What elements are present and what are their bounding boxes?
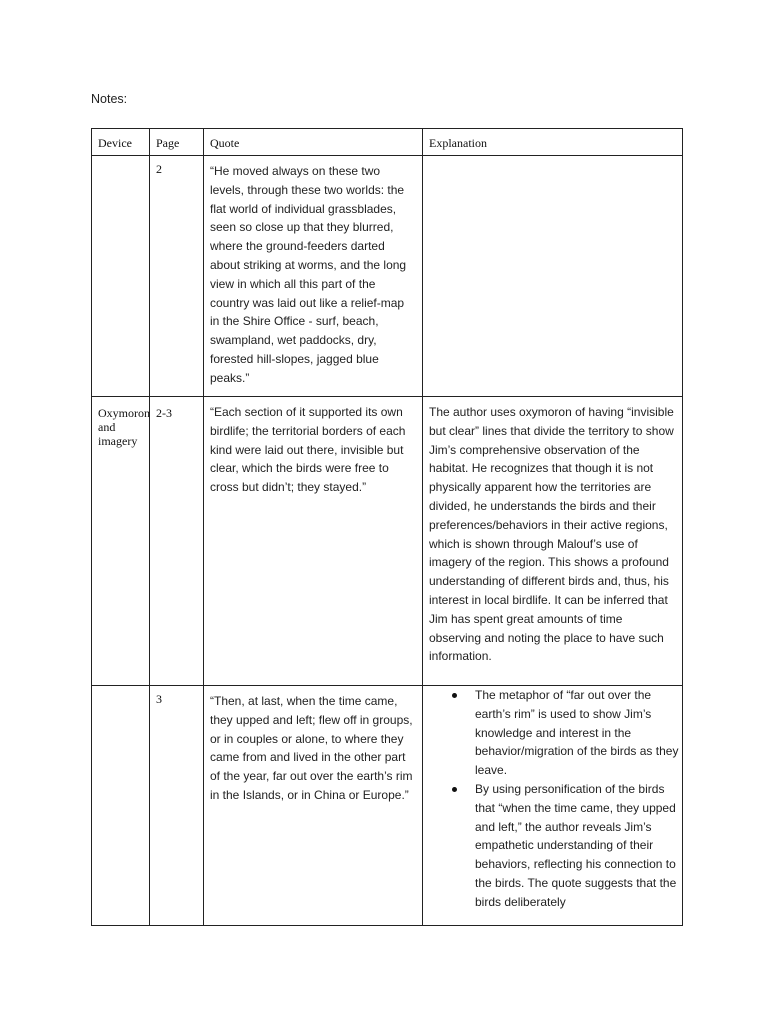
table-row (92, 686, 683, 926)
page-number: 2 (156, 162, 162, 176)
page-cell (150, 686, 204, 926)
bullet-item: The metaphor of “far out over the earth’s rim” is used to show Jim’s knowledge and interest in the behavior/migration of the birds as they leave. (475, 686, 682, 780)
quote-cell (204, 397, 423, 686)
explanation-text: The author uses oxymoron of having “invisible but clear” lines that divide the territory to show Jim’s comprehensive observation of the habitat. He recognizes that though it is not physically apparent how the territories are divided, he understands the birds and their preferences/behaviors in their active regions, which is shown through Malouf’s use of imagery of the region. This shows a profound understanding of different birds and, thus, his interest in local birdlife. It can be inferred that Jim has spent great amounts of time observing and noting the place to have such information. (429, 405, 674, 664)
quote-cell (204, 156, 423, 397)
page-cell (150, 156, 204, 397)
table-row (92, 156, 683, 397)
quote-cell (204, 686, 423, 926)
explanation-bullet-list (423, 686, 682, 912)
quote-text: “He moved always on these two levels, through these two worlds: the flat world of individual grassblades, seen so close up that they blurred, where the ground-feeders darted about striking at worms, and the long view in which all this part of the country was laid out like a relief-map in the Shire Office - surf, beach, swampland, wet paddocks, dry, forested hill-slopes, jagged blue peaks.” (210, 164, 407, 385)
header-explanation: Explanation (423, 129, 683, 156)
header-page: Page (150, 129, 204, 156)
page-cell (150, 397, 204, 686)
bullet-item: By using personification of the birds that “when the time came, they upped and left,” the author reveals Jim’s empathetic understanding of their behaviors, reflecting his connection to the birds. The quote suggests that the birds deliberately (475, 780, 682, 912)
notes-table (91, 128, 683, 926)
quote-text: “Each section of it supported its own birdlife; the territorial borders of each kind were laid out there, invisible but clear, which the birds were free to cross but didn’t; they stayed.” (210, 405, 406, 495)
device-text (92, 156, 149, 162)
device-text (92, 686, 149, 692)
explanation-text (423, 156, 682, 162)
explanation-cell (423, 397, 683, 686)
table-row (92, 397, 683, 686)
device-text: Oxymoron and imagery (98, 406, 150, 448)
header-device: Device (92, 129, 150, 156)
device-cell (92, 686, 150, 926)
quote-text: “Then, at last, when the time came, they upped and left; flew off in groups, or in couples or alone, to where they came from and lived in the other part of the year, far out over the earth’s rim in the Islands, or in China or Europe.” (210, 694, 413, 802)
page-number: 3 (156, 692, 162, 706)
page-number: 2-3 (156, 406, 172, 420)
explanation-cell (423, 156, 683, 397)
header-quote: Quote (204, 129, 423, 156)
device-cell (92, 156, 150, 397)
notes-label: Notes: (91, 92, 128, 106)
table-header-row (92, 129, 683, 156)
explanation-cell (423, 686, 683, 926)
device-cell (92, 397, 150, 686)
